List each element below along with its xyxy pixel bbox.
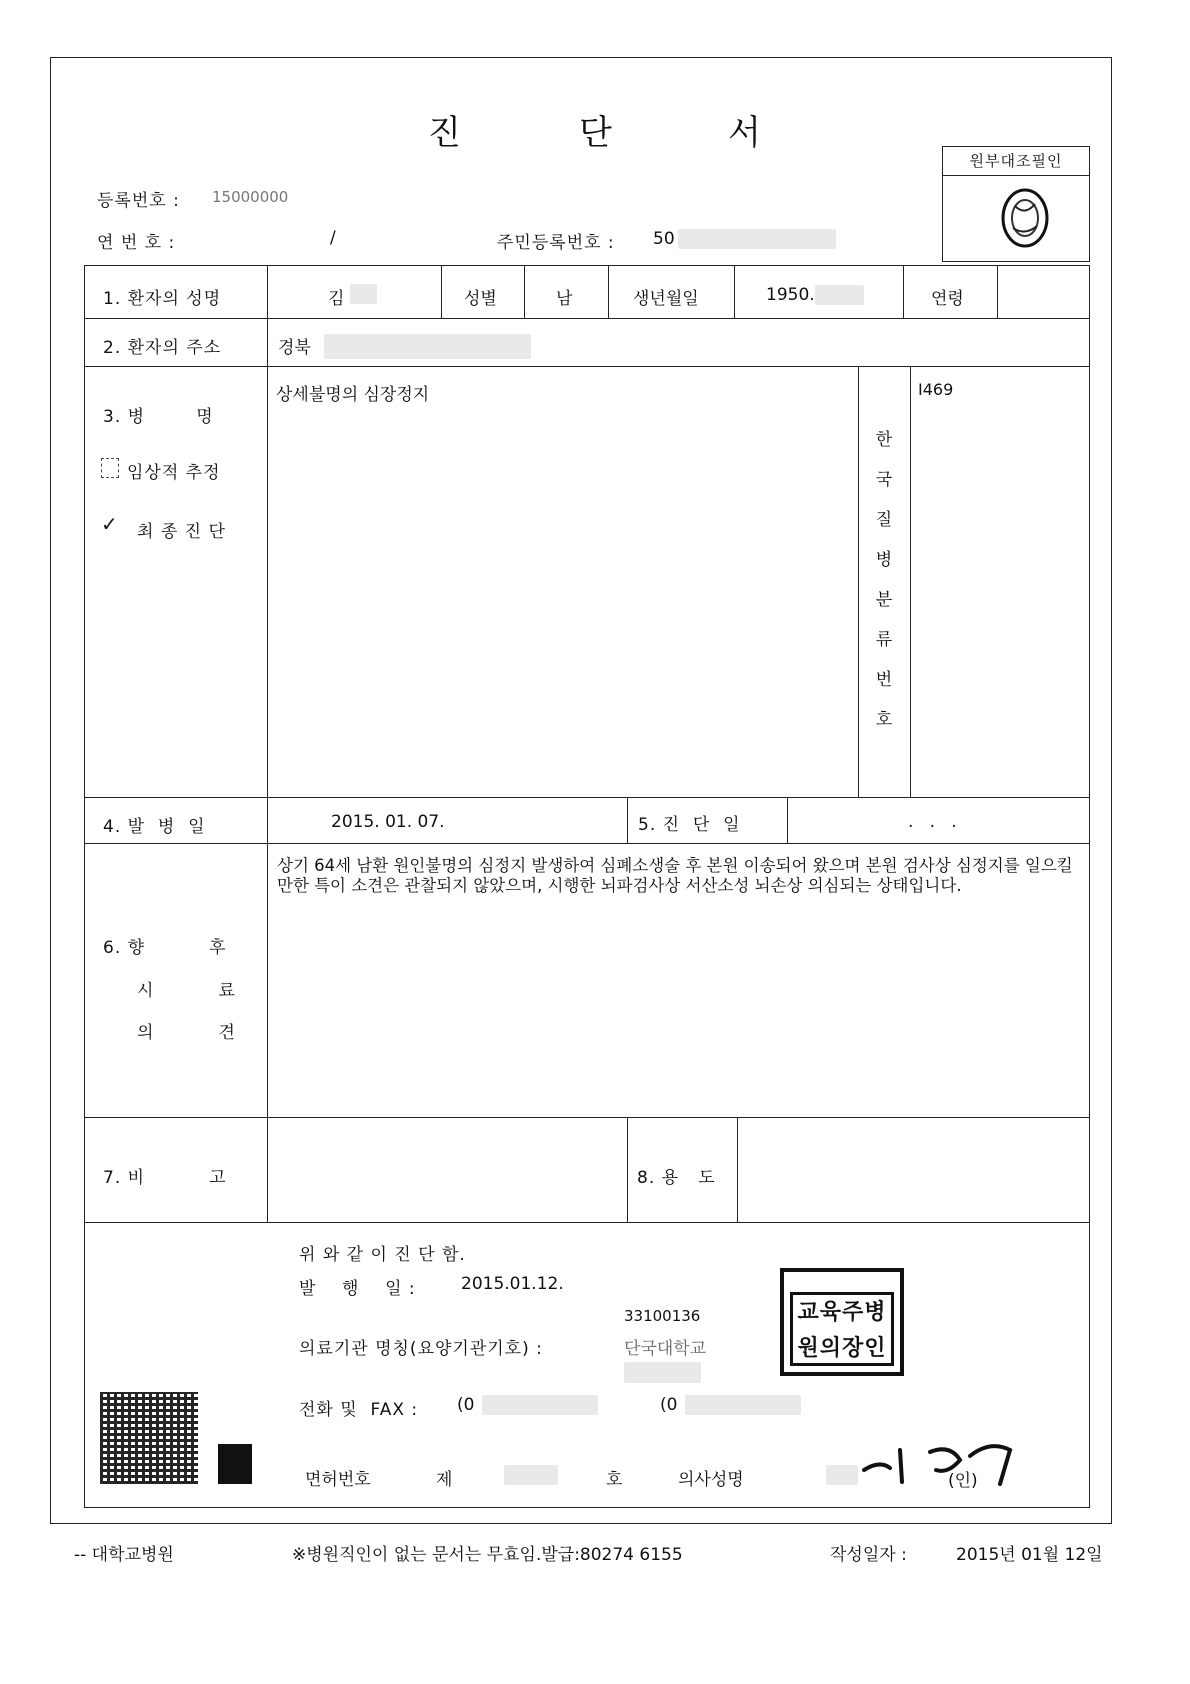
resident-label: 주민등록번호 : — [497, 233, 615, 253]
registration-label: 등록번호 : — [97, 191, 180, 211]
birth-label: 생년월일 — [633, 289, 699, 309]
address-label: 2. 환자의 주소 — [103, 338, 222, 358]
footer-written-date: 2015년 01월 12일 — [956, 1545, 1103, 1565]
title-char-3: 서 — [728, 113, 761, 153]
footer-written-label: 작성일자 : — [830, 1545, 907, 1565]
footer-hospital: -- 대학교병원 — [74, 1545, 174, 1565]
birth-value: 1950. — [766, 285, 815, 305]
license-prefix: 제 — [436, 1470, 453, 1490]
resident-value: 50 — [653, 229, 675, 249]
patient-name-masked — [350, 284, 377, 304]
diagnosis-date-label: 5. 진 단 일 — [638, 815, 741, 835]
fax-value: (0 — [660, 1395, 678, 1415]
certification-statement: 위 와 같 이 진 단 함. — [299, 1245, 466, 1265]
address-value: 경북 — [278, 338, 311, 358]
doctor-seal-mark: (인) — [948, 1471, 978, 1491]
clinical-checkbox[interactable] — [101, 458, 119, 478]
prognosis-label-3: 의 견 — [137, 1023, 236, 1043]
sex-value: 남 — [556, 289, 573, 309]
patient-name-value: 김 — [328, 289, 345, 309]
kcd-char: 번 — [875, 670, 893, 690]
remarks-label: 7. 비 고 — [103, 1168, 227, 1188]
kcd-char: 국 — [875, 470, 893, 490]
onset-date-label: 4. 발 병 일 — [103, 817, 206, 837]
registration-value: 15000000 — [212, 188, 289, 206]
issue-date-label: 발 행 일 : — [299, 1279, 416, 1299]
seal-stamp-icon — [943, 176, 1089, 262]
final-option-label: 최 종 진 단 — [137, 522, 226, 542]
facility-code: 33100136 — [624, 1307, 701, 1325]
doctor-signature-icon — [860, 1430, 1030, 1490]
birth-masked — [815, 285, 864, 305]
kcd-char: 한 — [875, 430, 893, 450]
age-label: 연령 — [931, 289, 964, 309]
issue-date-value: 2015.01.12. — [461, 1274, 564, 1294]
barcode-block-icon — [218, 1444, 252, 1484]
facility-name: 단국대학교 — [624, 1339, 707, 1359]
verification-seal-box — [942, 146, 1090, 262]
disease-name-label: 3. 병 명 — [103, 407, 214, 427]
license-masked — [504, 1465, 558, 1485]
title-char-1: 진 — [428, 113, 461, 153]
kcd-char: 질 — [875, 510, 893, 530]
diagnosis-text: 상세불명의 심장정지 — [276, 385, 430, 405]
kcd-label-vertical — [872, 420, 896, 740]
stamp-line: 교육주병 — [797, 1300, 887, 1325]
license-suffix: 호 — [606, 1470, 623, 1490]
facility-masked — [624, 1362, 701, 1383]
clinical-option-label: 임상적 추정 — [127, 463, 221, 483]
kcd-char: 병 — [875, 550, 893, 570]
prognosis-text: 상기 64세 남환 원인불명의 심정지 발생하여 심폐소생술 후 본원 이송되어 왔으며 본원 검사상 심정지를 일으킬만한 특이 소견은 관찰되지 않았으며, 시행한 뇌파검사상 서산소성 뇌손상 의심되는 상태입니다. — [277, 856, 1073, 895]
final-checkbox[interactable]: ✓ — [101, 512, 118, 536]
stamp-line: 원의장인 — [797, 1336, 887, 1361]
qr-code-icon — [100, 1392, 198, 1484]
phone-masked — [482, 1395, 598, 1415]
doctor-masked — [826, 1465, 858, 1485]
prognosis-label-2: 시 료 — [137, 981, 236, 1001]
phone-label: 전화 및 FAX : — [299, 1400, 419, 1420]
doctor-label: 의사성명 — [678, 1470, 744, 1490]
diagnosis-date-value: . . . — [908, 812, 957, 832]
fax-masked — [685, 1395, 801, 1415]
prognosis-label-1: 6. 향 후 — [103, 938, 227, 958]
title-char-2: 단 — [579, 113, 612, 153]
seal-caption: 원부대조필인 — [943, 147, 1089, 176]
license-label: 면허번호 — [305, 1470, 371, 1490]
sex-label: 성별 — [464, 289, 497, 309]
serial-label: 연 번 호 : — [97, 233, 176, 253]
serial-value: / — [330, 228, 336, 248]
usage-label: 8. 용 도 — [637, 1168, 716, 1188]
facility-label: 의료기관 명칭(요양기관기호) : — [299, 1339, 543, 1359]
phone-value: (0 — [457, 1395, 475, 1415]
kcd-char: 류 — [875, 630, 893, 650]
hospital-official-stamp — [780, 1268, 904, 1376]
patient-name-label: 1. 환자의 성명 — [103, 289, 222, 309]
kcd-char: 분 — [875, 590, 893, 610]
kcd-code: I469 — [918, 380, 954, 399]
kcd-char: 호 — [875, 710, 893, 730]
address-masked — [324, 334, 531, 359]
onset-date-value: 2015. 01. 07. — [331, 812, 445, 832]
footer-notice: ※병원직인이 없는 문서는 무효임.발급:80274 6155 — [292, 1545, 683, 1565]
resident-masked — [678, 229, 836, 249]
